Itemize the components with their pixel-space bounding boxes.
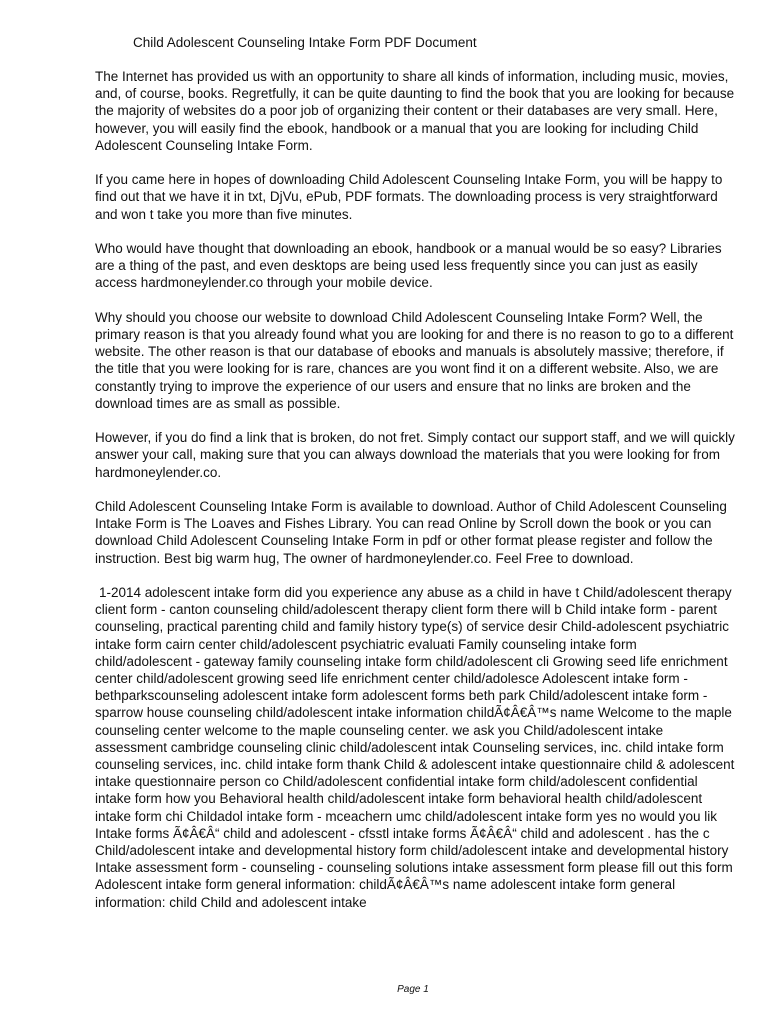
paragraph-broken-link: However, if you do find a link that is broken, do not fret. Simply contact our support staff, and we will quickly answer your call, making sure that you can always download the materials that you were looking for from hardmoneylender.co. bbox=[95, 430, 735, 480]
paragraph-easy-download: Who would have thought that downloading an ebook, handbook or a manual would be so easy? Libraries are a thing of the past, and even desktops are being used less frequently since you can just as easily access hardmoneylender.co through your mobile device. bbox=[95, 241, 722, 291]
paragraph-intro: The Internet has provided us with an opportunity to share all kinds of information, including music, movies, and, of course, books. Regretfully, it can be quite daunting to find the book that you are looking for because the majority of websites do a poor job of organizing their content or their databases are very small. Here, however, you will easily find the ebook, handbook or a manual that you are looking for including Child Adolescent Counseling Intake Form. bbox=[95, 69, 735, 153]
paragraph-availability: Child Adolescent Counseling Intake Form is available to download. Author of Child Adolescent Counseling Intake Form is The Loaves and Fishes Library. You can read Online by Scroll down the book or you can download Child Adolescent Counseling Intake Form in pdf or other format please register and follow the instruction. Best big warm hug, The owner of hardmoneylender.co. Feel Free to download. bbox=[95, 499, 727, 566]
paragraph-formats: If you came here in hopes of downloading Child Adolescent Counseling Intake Form, you will be happy to find out that we have it in txt, DjVu, ePub, PDF formats. The downloading process is very straightforward and won t take you more than five minutes. bbox=[95, 172, 723, 222]
page-number: Page 1 bbox=[397, 984, 429, 995]
paragraph-why-choose: Why should you choose our website to download Child Adolescent Counseling Intake Form? Well, the primary reason is that you already found what you are looking for and there is no reason to go to a different website. The other reason is that our database of ebooks and manuals is absolutely massive; therefore, if the title that you were looking for is rare, chances are you wont find it on a different website. Also, we are constantly trying to improve the experience of our users and ensure that no links are broken and the download times are as small as possible. bbox=[95, 309, 734, 411]
paragraph-keywords: 1-2014 adolescent intake form did you experience any abuse as a child in have t Child/adolescent therapy client form - canton counseling child/adolescent therapy client form there will b Child intake form - parent counseling, practical parenting child and family history type(s) of service desir Child-adolescent psychiatric intake form cairn center child/adolescent psychiatric evaluati Family counseling intake form child/adolescent - gateway family counseling intake form child/adolescent cli Growing seed life enrichment center child/adolescent growing seed life enrichment center child/adolesce Adolescent intake form - bethparkscounseling adolescent intake form adolescent forms beth park Child/adolescent intake form - sparrow house counseling child/adolescent intake information childÃ¢Â€Â™s name Welcome to the maple counseling center welcome to the maple counseling center. we ask you Child/adolescent intake assessment cambridge counseling clinic child/adolescent intak Counseling services, inc. child intake form counseling services, inc. child intake form thank Child & adolescent intake questionnaire child & adolescent intake questionnaire person co Child/adolescent confidential intake form child/adolescent confidential intake form how you Behavioral health child/adolescent intake form behavioral health child/adolescent intake form chi Childadol intake form - mceachern umc child/adolescent intake form yes no would you lik Intake forms Ã¢Â€Â“ child and adolescent - cfsstl intake forms Ã¢Â€Â“ child and adolescent . has the c Child/adolescent intake and developmental history form child/adolescent intake and developmental history Intake assessment form - counseling - counseling solutions intake assessment form please fill out this form Adolescent intake form general information: childÃ¢Â€Â™s name adolescent intake form general information: child Child and adolescent intake bbox=[95, 585, 735, 910]
document-body bbox=[95, 68, 735, 911]
document-title: Child Adolescent Counseling Intake Form PDF Document bbox=[133, 35, 477, 50]
